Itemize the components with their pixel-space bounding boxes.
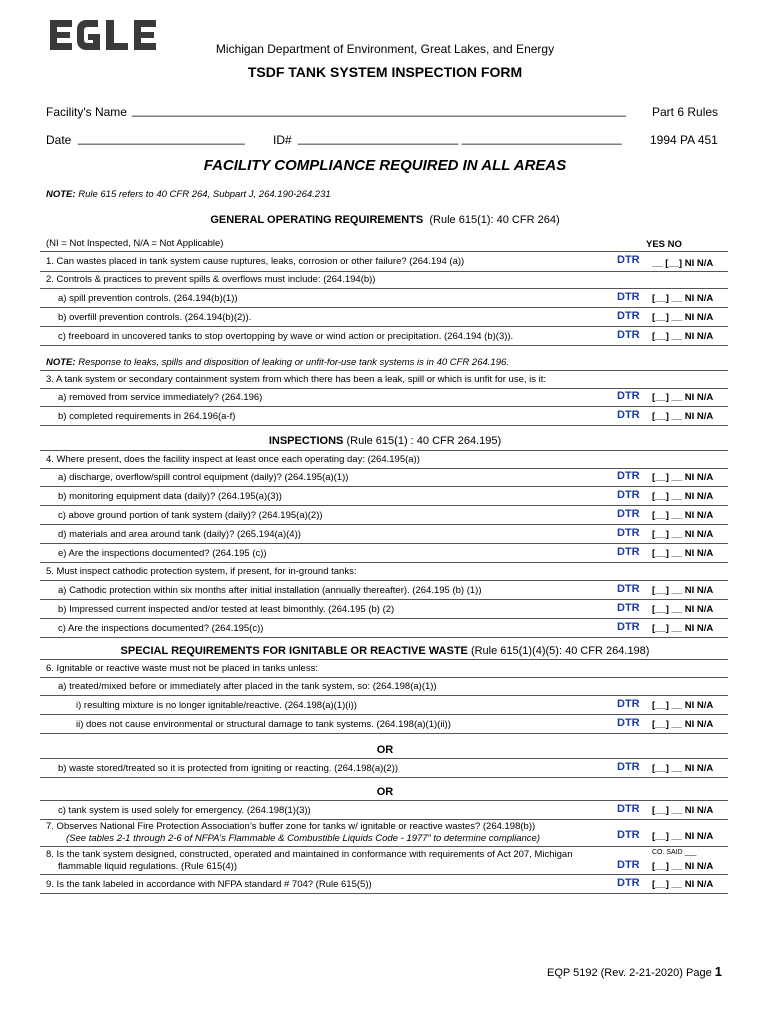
date-label: Date — [46, 133, 72, 147]
dtr-label: DTR — [617, 329, 640, 341]
yes-no-checkbox[interactable]: [__] __ NI N/A — [652, 805, 714, 816]
agency-name: Michigan Department of Environment, Great Lakes, and Energy — [215, 42, 555, 56]
yes-no-checkbox[interactable]: [__] __ NI N/A — [652, 392, 714, 403]
dtr-label: DTR — [617, 717, 640, 729]
question-row-6b: b) waste stored/treated so it is protected from igniting or reacting. (264.198(a)(2)) DTR [__] __ NI N/A — [40, 758, 728, 778]
question-row-5: 5. Must inspect cathodic protection system, if present, for in-ground tanks: — [40, 563, 728, 581]
dtr-label: DTR — [617, 508, 640, 520]
part6-rules-label: Part 6 Rules — [652, 105, 719, 119]
question-row-5b: b) Impressed current inspected and/or tested at least bimonthly. (264.195 (b) (2) DTR [__] __ NI N/A — [40, 600, 728, 619]
general-operating-heading: GENERAL OPERATING REQUIREMENTS (Rule 615(1): 40 CFR 264) — [210, 214, 560, 226]
question-row-5c: c) Are the inspections documented? (264.195(c)) DTR [__] __ NI N/A — [40, 619, 728, 638]
question-row-2b: b) overfill prevention controls. (264.194(b)(2)). DTR [__] __ NI N/A — [40, 308, 728, 327]
inspections-heading: INSPECTIONS (Rule 615(1) : 40 CFR 264.195) — [268, 435, 502, 447]
form-footer: EQP 5192 (Rev. 2-21-2020) Page 1 — [547, 964, 722, 979]
dtr-label: DTR — [617, 803, 640, 815]
question-row-9: 9. Is the tank labeled in accordance with NFPA standard # 704? (Rule 615(5)) DTR [__] __ NI N/A — [40, 875, 728, 894]
yes-no-checkbox[interactable]: [__] __ NI N/A — [652, 312, 714, 323]
question-row-6c: c) tank system is used solely for emergency. (264.198(1)(3)) DTR [__] __ NI N/A — [40, 800, 728, 820]
leak-note: NOTE: Response to leaks, spills and disposition of leaking or unfit-for-use tank systems is in 40 CFR 264.196. — [46, 357, 509, 368]
compliance-heading: FACILITY COMPLIANCE REQUIRED IN ALL AREAS — [203, 157, 567, 174]
question-row-3: 3. A tank system or secondary containment system from which there has been a leak, spill or which is unfit for use, is it: — [40, 370, 728, 389]
dtr-label: DTR — [617, 859, 640, 871]
question-row-4c: c) above ground portion of tank system (daily)? (264.195(a)(2)) DTR [__] __ NI N/A — [40, 506, 728, 525]
yes-no-checkbox[interactable]: [__] __ NI N/A — [652, 831, 714, 842]
question-row-4e: e) Are the inspections documented? (264.195 (c)) DTR [__] __ NI N/A — [40, 544, 728, 563]
yes-no-checkbox[interactable]: [__] __ NI N/A — [652, 548, 714, 559]
yes-no-checkbox[interactable]: [__] __ NI N/A — [652, 879, 714, 890]
dtr-label: DTR — [617, 390, 640, 402]
yes-no-checkbox[interactable]: [__] __ NI N/A — [652, 763, 714, 774]
dtr-label: DTR — [617, 527, 640, 539]
dtr-label: DTR — [617, 409, 640, 421]
yes-no-checkbox[interactable]: __ [__] NI N/A — [652, 258, 714, 269]
dtr-label: DTR — [617, 829, 640, 841]
dtr-label: DTR — [617, 761, 640, 773]
dtr-label: DTR — [617, 470, 640, 482]
question-row-2a: a) spill prevention controls. (264.194(b)(1)) DTR [__] __ NI N/A — [40, 289, 728, 308]
special-requirements-heading: SPECIAL REQUIREMENTS FOR IGNITABLE OR REACTIVE WASTE (Rule 615(1)(4)(5): 40 CFR 264.198) — [120, 645, 650, 657]
yes-no-checkbox[interactable]: [__] __ NI N/A — [652, 293, 714, 304]
rule-note: NOTE: Rule 615 refers to 40 CFR 264, Subpart J, 264.190-264.231 — [46, 189, 331, 200]
form-title: TSDF TANK SYSTEM INSPECTION FORM — [247, 64, 523, 80]
question-row-6ai: i) resulting mixture is no longer ignitable/reactive. (264.198(a)(1)(i)) DTR [__] __ NI N/A — [40, 696, 728, 715]
dtr-label: DTR — [617, 291, 640, 303]
yes-no-checkbox[interactable]: [__] __ NI N/A — [652, 472, 714, 483]
question-row-3b: b) completed requirements in 264.196(a-f) DTR [__] __ NI N/A — [40, 407, 728, 426]
question-row-4a: a) discharge, overflow/spill control equipment (daily)? (264.195(a)(1)) DTR [__] __ NI N/A — [40, 468, 728, 487]
question-row-8: 8. Is the tank system designed, constructed, operated and maintained in conformance with requirements of Act 207, Michigan flammable liquid regulations. (Rule 615(4)) CO. SAID ___ DTR [__] __ NI N/A — [40, 847, 728, 875]
co-said-field[interactable]: CO. SAID ___ — [652, 849, 697, 856]
question-row-4: 4. Where present, does the facility inspect at least once each operating day: (264.195(a)) — [40, 450, 728, 469]
yes-no-checkbox[interactable]: [__] __ NI N/A — [652, 510, 714, 521]
dtr-label: DTR — [617, 254, 640, 266]
dtr-label: DTR — [617, 621, 640, 633]
or-separator: OR — [376, 786, 394, 798]
yes-no-checkbox[interactable]: [__] __ NI N/A — [652, 604, 714, 615]
question-row-4b: b) monitoring equipment data (daily)? (264.195(a)(3)) DTR [__] __ NI N/A — [40, 487, 728, 506]
question-row-2: 2. Controls & practices to prevent spills & overflows must include: (264.194(b)) — [40, 271, 728, 289]
dtr-label: DTR — [617, 602, 640, 614]
yes-no-checkbox[interactable]: [__] __ NI N/A — [652, 861, 714, 872]
yes-no-checkbox[interactable]: [__] __ NI N/A — [652, 411, 714, 422]
facility-name-field[interactable]: __________________________________________________________________________ — [132, 103, 626, 117]
date-field[interactable]: _________________________ — [78, 131, 245, 145]
question-row-4d: d) materials and area around tank (daily)? (265.194(a)(4)) DTR [__] __ NI N/A — [40, 525, 728, 544]
id-label: ID# — [273, 133, 292, 147]
yes-no-checkbox[interactable]: [__] __ NI N/A — [652, 331, 714, 342]
legend-note: (NI = Not Inspected, N/A = Not Applicable) — [46, 238, 224, 249]
pa451-label: 1994 PA 451 — [650, 133, 718, 147]
dtr-label: DTR — [617, 546, 640, 558]
facility-name-label: Facility's Name — [46, 105, 127, 119]
question-row-6a: a) treated/mixed before or immediately after placed in the tank system, so: (264.198(a)(1)) — [40, 677, 728, 696]
yes-no-checkbox[interactable]: [__] __ NI N/A — [652, 491, 714, 502]
question-row-6: 6. Ignitable or reactive waste must not be placed in tanks unless: — [40, 659, 728, 678]
question-row-3a: a) removed from service immediately? (264.196) DTR [__] __ NI N/A — [40, 388, 728, 407]
question-row-6aii: ii) does not cause environmental or structural damage to tank systems. (264.198(a)(1)(ii)) DTR [__] __ NI N/A — [40, 715, 728, 734]
yes-no-header: YES NO — [646, 239, 682, 250]
question-row-5a: a) Cathodic protection within six months after initial installation (annually thereafter). (264.195 (b) (1)) DTR [__] __ NI N/A — [40, 581, 728, 600]
dtr-label: DTR — [617, 583, 640, 595]
or-separator: OR — [376, 744, 394, 756]
yes-no-checkbox[interactable]: [__] __ NI N/A — [652, 700, 714, 711]
dtr-label: DTR — [617, 877, 640, 889]
yes-no-checkbox[interactable]: [__] __ NI N/A — [652, 719, 714, 730]
id-field[interactable]: ________________________ ________________________ — [298, 131, 622, 145]
dtr-label: DTR — [617, 698, 640, 710]
page-number: 1 — [714, 964, 722, 979]
question-row-2c: c) freeboard in uncovered tanks to stop overtopping by wave or wind action or precipitation. (264.194 (b)(3)). DTR [__] __ NI N/A — [40, 327, 728, 346]
question-row-7: 7. Observes National Fire Protection Association’s buffer zone for tanks w/ ignitable or reactive wastes? (264.198(b)) (See tables 2-1 through 2-6 of NFPA’s Flammable & Combustible Liquids Code - 1977” to determine compliance) DTR [__] __ NI N/A — [40, 819, 728, 847]
dtr-label: DTR — [617, 310, 640, 322]
question-row-1: 1. Can wastes placed in tank system cause ruptures, leaks, corrosion or other failure? (264.194 (a)) DTR __ [__] NI N/A — [40, 251, 728, 272]
dtr-label: DTR — [617, 489, 640, 501]
yes-no-checkbox[interactable]: [__] __ NI N/A — [652, 585, 714, 596]
yes-no-checkbox[interactable]: [__] __ NI N/A — [652, 623, 714, 634]
yes-no-checkbox[interactable]: [__] __ NI N/A — [652, 529, 714, 540]
